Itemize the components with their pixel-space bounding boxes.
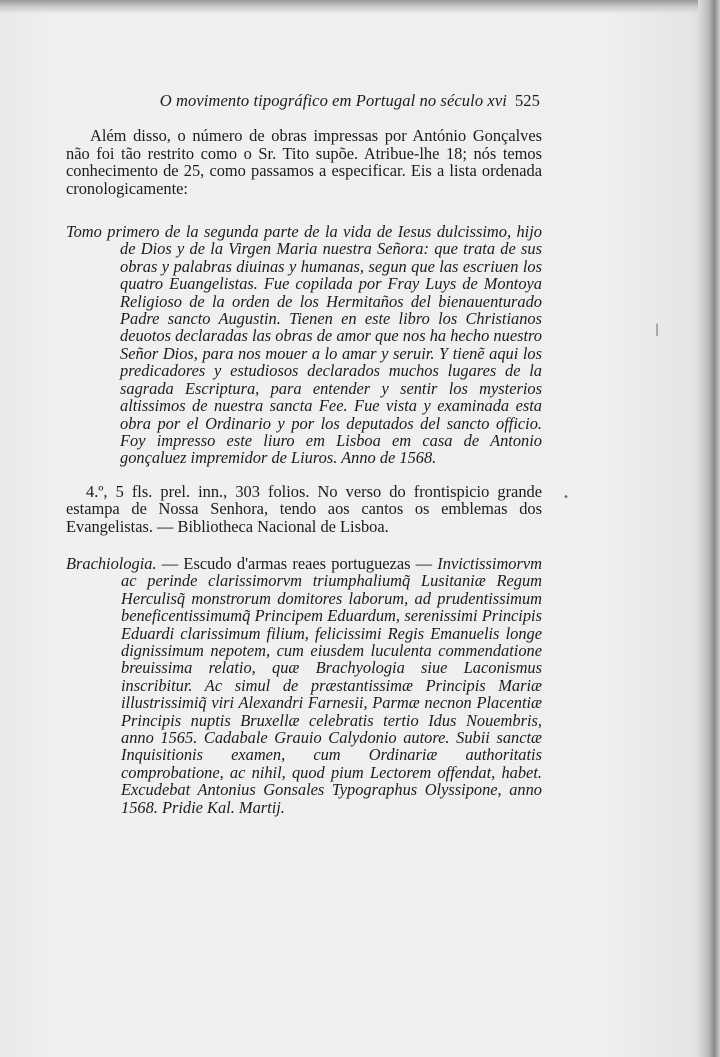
margin-mark: | — [655, 322, 660, 336]
entry-title-text: Invictissimorvm ac perinde clarissimorvm triumphaliumq̃ Lusitaniæ Regum Herculisq̃ monstrorum domitores laborum, ad prudentissimum beneficentissimumq̃ Principem Eduardum, serenissimi Principis Eduardi clarissimum filium, felicissimi Regis Emanuelis longe dignissimum nepotem, cum eiusdem luculenta commendatione breuissima relatio, quæ Brachyologia siue Laconismus inscribitur. Ac simul de præstantissimæ Principis Mariæ illustrissimiq̃ viri Alexandri Farnesii, Parmæ necnon Placentiæ Principis nuptis Bruxellæ celebratis tertio Idus Nouembris, anno 1565. Cadabale Grauio Calydonio autore. Subii sanctæ Inquisitionis examen, cum Ordinariæ authoritatis comprobatione, ac nihil, quod pium Lectorem offendat, habet. Excudebat Antonius Gonsales Typographus Olyssipone, anno 1568. Pridie Kal. Martij. — [121, 553, 542, 817]
page-top-shadow — [0, 0, 720, 14]
running-title: O movimento tipográfico em Portugal no século xvi — [159, 91, 507, 110]
entry-lead: Tomo — [66, 222, 102, 242]
bibliography-entry-1 — [66, 223, 542, 535]
entry-heading-note: — Escudo d'armas reaes portuguezas — — [156, 553, 438, 573]
running-header — [66, 92, 542, 109]
page-text-block — [66, 92, 542, 836]
book-spine-edge — [698, 0, 720, 1057]
entry-title — [66, 555, 542, 816]
entry-title-text: primero de la segunda parte de la vida de Iesus dulcissimo, hijo de Dios y de la Virgen Maria nuestra Señora: que trata de sus obras y palabras diuinas y humanas, segun que las escriuen los quatro Euangelistas. Fue copilada por Fray Luys de Montoya Religioso de la orden de los Hermitaños del bienauenturado Padre sancto Augustin. Tienen en este libro los Christianos deuotos declaradas las obras de amor que nos ha hecho nuestro Señor Dios, para nos mouer a lo amar y seruir. Y tienẽ aqui los predicadores y estudiosos declarados muchos lugares de la sagrada Escriptura, para entender y sentir los mysterios altissimos de nuestra sancta Fee. Fue vista y examinada esta obra por el Ordinario y por los deputados del sancto officio. Foy impresso este liuro em Lisboa em casa de Antonio gonçaluez impremidor de Liuros. Anno de 1568. — [107, 222, 542, 468]
page-number: 525 — [514, 91, 540, 110]
bibliography-entry-2 — [66, 555, 542, 816]
entry-description: 4.º, 5 fls. prel. inn., 303 folios. No verso do frontispicio grande estampa de Nossa Senhora, tendo aos cantos os emblemas dos Evangelistas. — Bibliotheca Nacional de Lisboa. — [66, 481, 542, 536]
entry-title — [66, 223, 542, 467]
entry-lead: Brachiologia. — [66, 553, 157, 573]
margin-mark: • — [563, 492, 569, 503]
intro-paragraph: Além disso, o número de obras impressas por António Gonçalves não foi tão restrito como o Sr. Tito supõe. Atribue-lhe 18; nós temos conhecimento de 25, como passamos a especificar. Eis a lista ordenada cronologicamente: — [66, 126, 542, 198]
